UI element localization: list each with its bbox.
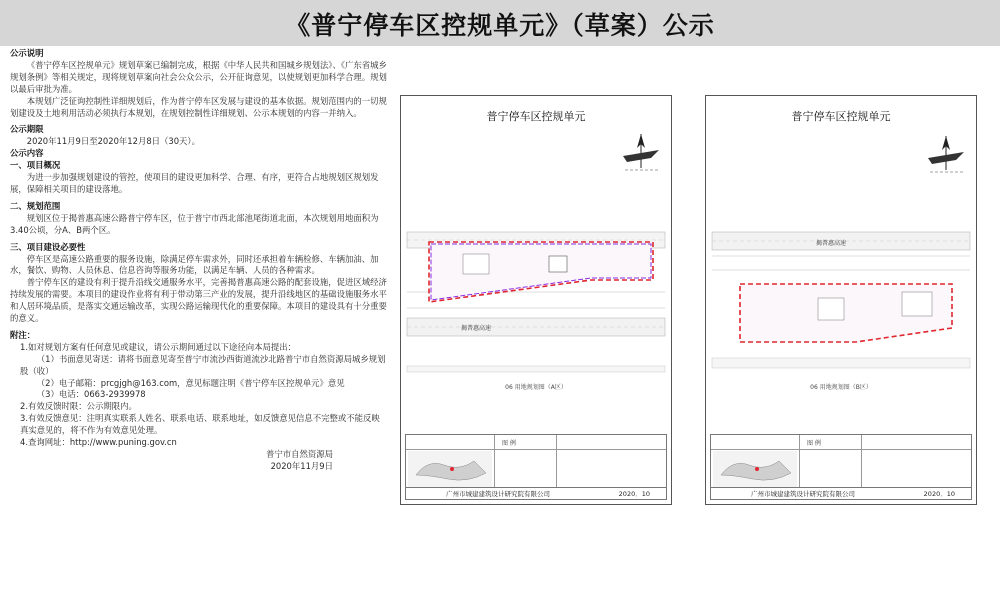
section-text: 停车区是高速公路重要的服务设施，除满足停车需求外，同时还承担着车辆检修、车辆加油、加水，餐饮、购物、人员休息、信息咨询等服务功能，以满足车辆、人员的各种需求。 — [10, 253, 379, 276]
section-text: 为进一步加强规划建设的管控，使项目的建设更加科学、合理、有序，更符合占地规划区规划发展，保障相关项目的建设落地。 — [10, 172, 379, 194]
title-block — [710, 434, 972, 500]
road-label: 揭普惠高速 — [461, 325, 492, 332]
north-arrow-icon — [623, 134, 659, 170]
section-text: 规划区位于揭普惠高速公路普宁停车区，位于普宁市西北部池尾街道北面，本次规划用地面积为3.40公顷，分A、B两个区。 — [10, 212, 379, 235]
location-map-icon — [713, 451, 797, 487]
design-company: 广州市城建建筑设计研究院有限公司 — [751, 490, 855, 498]
appendix-item: （2）电子邮箱：prcgjgh@163.com，意见标题注明《普宁停车区控规单元》意见 — [36, 377, 345, 388]
appendix-item: 2.有效反馈时限：公示期限内。 — [20, 401, 137, 412]
map-caption: 06 用地规划图（A区） — [505, 384, 567, 391]
page-title: 《普宁停车区控规单元》（草案）公示 — [285, 11, 715, 40]
section-title: 一、项目概况 — [10, 160, 61, 171]
drawing-date: 2020．10 — [923, 490, 955, 498]
legend-header: 图 例 — [502, 440, 516, 447]
signature-date: 2020年11月9日 — [270, 460, 333, 471]
plan-sheet-b — [705, 95, 977, 505]
appendix-item: 1.如对规划方案有任何意见或建议，请公示期间通过以下途径向本局提出： — [20, 341, 296, 352]
intro-paragraph: 本规划广泛征询控制性详细规划后，作为普宁停车区发展与建设的基本依据。规划范围内的一切规划建设及土地利用活动必须执行本规划，在规划控制性详细规划、公示本规划的内容一并纳入。 — [10, 95, 387, 118]
section-title: 二、规划范围 — [10, 200, 61, 211]
appendix-item: （3）电话：0663-2939978 — [36, 389, 146, 400]
appendix-item: 4.查询网址：http://www.puning.gov.cn — [20, 437, 177, 448]
intro-heading: 公示说明 — [10, 48, 44, 58]
road-label: 揭普惠高速 — [816, 240, 847, 247]
design-company: 广州市城建建筑设计研究院有限公司 — [446, 490, 550, 498]
period-text: 2020年11月9日至2020年12月8日（30天）。 — [26, 136, 200, 147]
signature-org: 普宁市自然资源局 — [266, 449, 333, 459]
map-caption: 06 用地规划图（B区） — [810, 384, 872, 391]
appendix-item: 3.有效反馈意见：注明真实联系人姓名、联系电话、联系地址，如反馈意见信息不完整或不能反映真实意见的，将不作为有效意见处理。 — [20, 413, 380, 436]
appendix-item: （1）书面意见寄送：请将书面意见寄至普宁市流沙西街道流沙北路普宁市自然资源局城乡规划股（收） — [20, 353, 386, 376]
sheet-title: 普宁停车区控规单元 — [486, 110, 586, 123]
north-arrow-icon — [928, 136, 964, 172]
location-map-icon — [408, 451, 492, 487]
title-block — [405, 434, 667, 500]
appendix-heading: 附注： — [10, 329, 36, 340]
content-heading: 公示内容 — [10, 148, 44, 159]
plan-sheet-a — [400, 95, 672, 505]
notice-text-column — [10, 48, 388, 588]
drawing-date: 2020．10 — [618, 490, 650, 498]
period-heading: 公示期限 — [10, 124, 44, 135]
section-text: 普宁停车区的建设有利于提升沿线交通服务水平，完善揭普惠高速公路的配套设施，促进区域经济持续发展的需要。本项目的建设作业将有利于带动第三产业的发展，提升沿线地区的基础设施服务水平和人居环境品质，是落实交通运输改革，实现公路运输现代化的重要保障。本项目的建设具有十分重要的意义。 — [10, 277, 387, 324]
legend-header: 图 例 — [807, 440, 821, 447]
intro-paragraph: 《普宁停车区控规单元》规划草案已编制完成，根据《中华人民共和国城乡规划法》、《广东省城乡规划条例》等相关规定，现将规划草案向社会公众公示，公开征询意见，以使规划更加科学合理。规划以最后审批为准。 — [10, 59, 387, 94]
sheet-title: 普宁停车区控规单元 — [791, 110, 891, 123]
section-title: 三、项目建设必要性 — [10, 241, 86, 252]
title-bar — [0, 0, 1000, 46]
